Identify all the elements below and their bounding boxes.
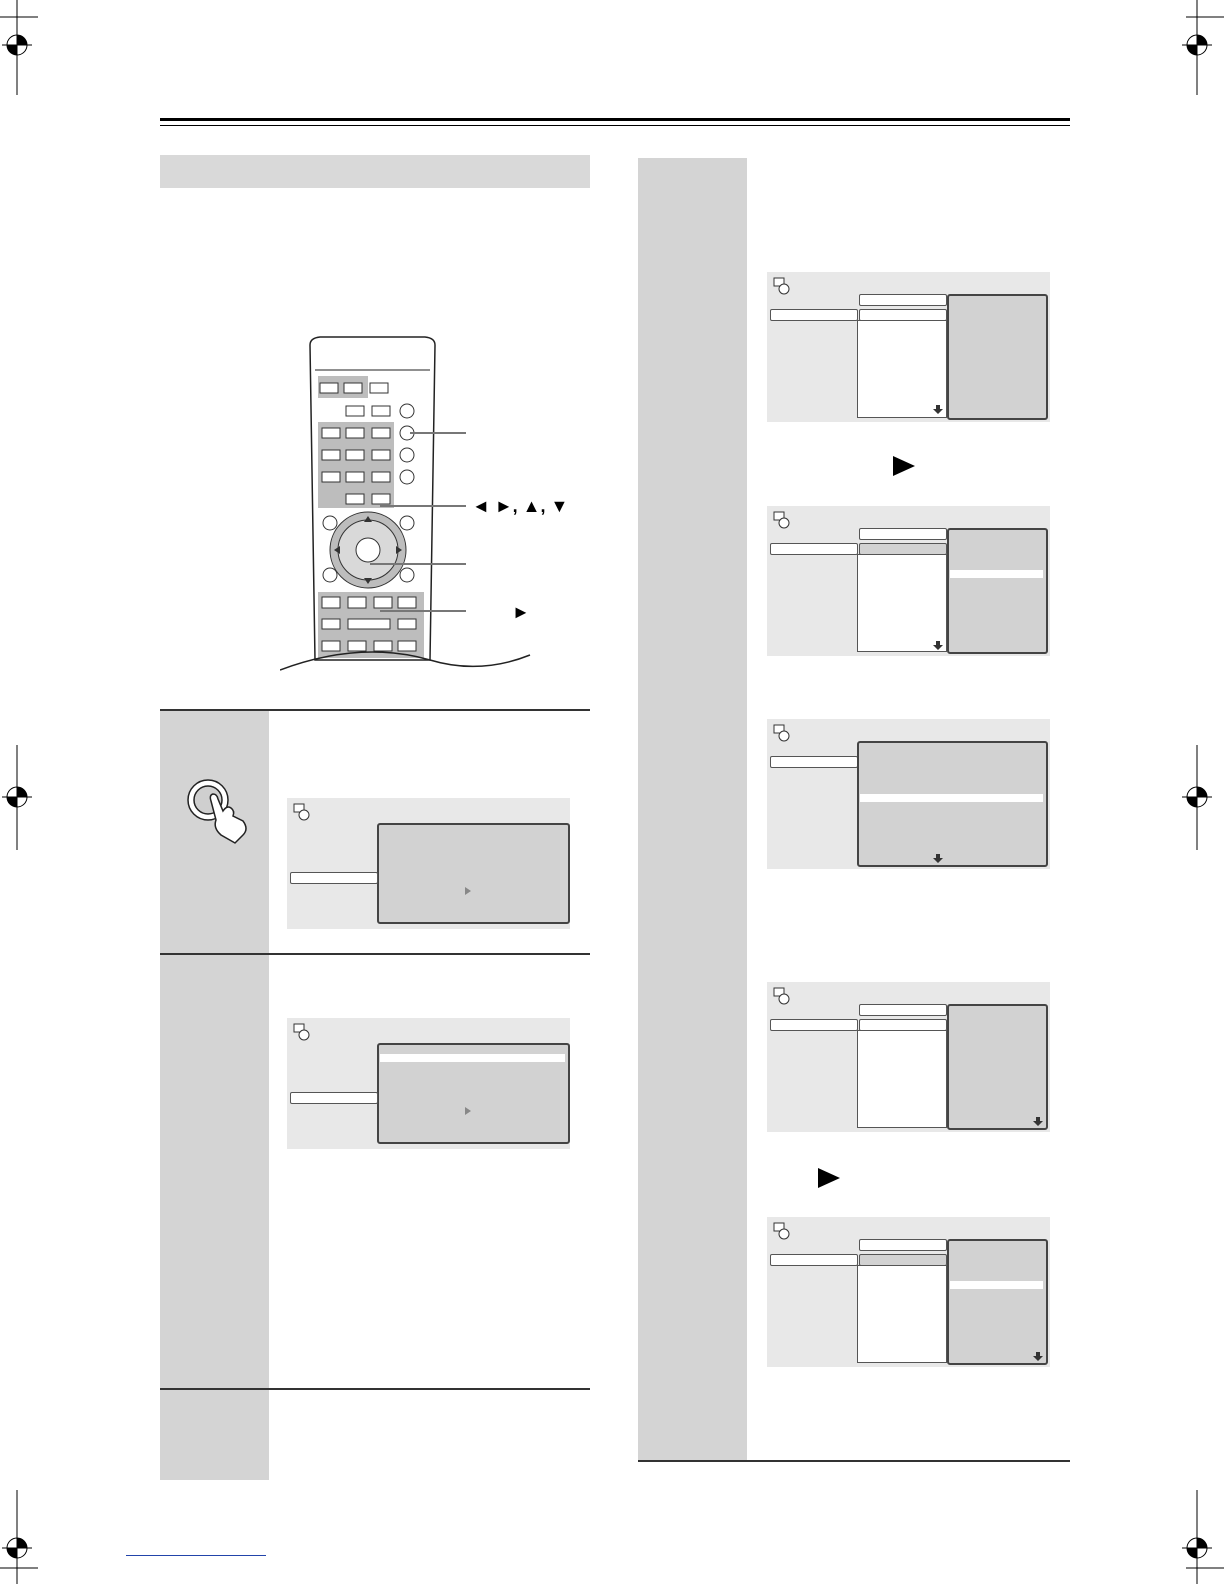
play-triangle-icon [893,456,915,476]
step-2-screen [287,1018,570,1149]
disc-settings-icon [293,803,311,821]
right-panel [947,528,1048,654]
section-header-band [160,155,590,188]
header-rule-thin [160,125,1070,126]
scroll-down-arrow-icon [1033,1352,1043,1361]
disc-settings-icon [773,724,791,742]
screen-d [767,982,1050,1132]
scroll-down-arrow-icon [1033,1117,1043,1126]
footer-link-underline [126,1555,266,1556]
screen-b [767,506,1050,656]
disc-settings-icon [773,511,791,529]
screen-a [767,272,1050,422]
callout-arrows [380,505,466,507]
callout-enter [370,563,466,565]
menu-row-highlight [380,1054,565,1062]
middle-column [857,554,947,652]
menu-tab-top [859,1239,947,1251]
step-2-number-column [160,955,269,1388]
disc-settings-icon [293,1023,311,1041]
screen-c [767,719,1050,869]
menu-tab-selected [770,1254,858,1266]
menu-tab-selected [290,1092,378,1104]
screen-e [767,1217,1050,1367]
submenu-arrow [465,887,471,895]
scroll-down-arrow-icon [933,641,943,650]
callout-menu [410,432,466,434]
right-panel [947,1004,1048,1130]
right-step-number-column [638,158,747,1460]
play-triangle-icon [818,1168,840,1188]
submenu-arrow [465,1107,471,1115]
disc-settings-icon [773,1222,791,1240]
step-3-number-column [160,1390,269,1480]
header-rule-thick [160,118,1070,121]
menu-tab-selected [290,872,378,884]
callout-play [380,610,466,612]
menu-panel [377,823,570,924]
menu-tab-selected [770,543,858,555]
scroll-down-arrow-icon [933,854,943,863]
menu-tab-selected [770,756,858,768]
disc-settings-icon [773,277,791,295]
middle-column [857,1030,947,1128]
step-1-screen [287,798,570,929]
right-bottom-rule [638,1460,1070,1462]
middle-column [857,1265,947,1363]
menu-tab-top [859,294,947,306]
right-panel [947,1239,1048,1365]
menu-tab-selected [770,1019,858,1031]
wide-panel [857,741,1048,867]
disc-settings-icon [773,987,791,1005]
menu-tab-top [859,528,947,540]
menu-tab-top [859,1004,947,1016]
hand-press-icon [183,773,258,848]
middle-column [857,320,947,418]
option-highlight [860,794,1043,802]
right-panel [947,294,1048,420]
option-highlight [950,570,1043,578]
option-highlight [950,1281,1043,1289]
arrows-key-label: ◄ ►, ▲, ▼ [472,496,569,516]
scroll-down-arrow-icon [933,405,943,414]
play-key-label: ► [512,602,530,622]
menu-tab-selected [770,309,858,321]
